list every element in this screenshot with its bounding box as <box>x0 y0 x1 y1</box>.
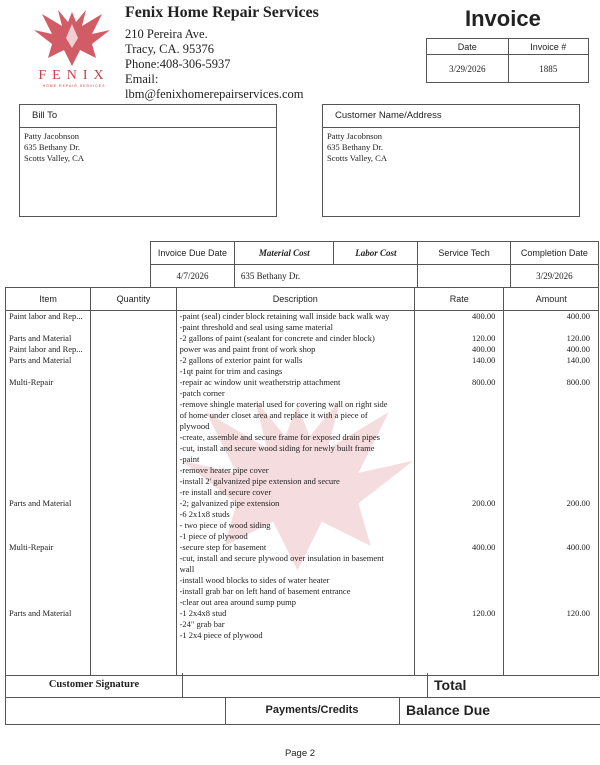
cell-amount <box>504 553 599 564</box>
cell-rate: 400.00 <box>415 344 504 355</box>
table-row <box>6 487 599 498</box>
cell-empty <box>176 641 414 676</box>
cell-desc: plywood <box>176 421 414 432</box>
cell-empty <box>415 641 504 676</box>
cell-rate <box>415 388 504 399</box>
labor-cost-header: Labor Cost <box>334 242 418 265</box>
invoice-number: 1885 <box>508 55 588 83</box>
cell-amount <box>504 564 599 575</box>
cell-desc: -2 gallons of paint (sealant for concrete and cinder block) <box>176 333 414 344</box>
cell-desc: -2 gallons of exterior paint for walls <box>176 355 414 366</box>
line-items-body <box>6 311 599 676</box>
cell-item <box>6 597 91 608</box>
cell-amount: 400.00 <box>504 311 599 323</box>
cell-rate <box>415 432 504 443</box>
cell-item <box>6 531 91 542</box>
total-label: Total <box>434 677 467 693</box>
table-row <box>6 608 599 619</box>
company-address-line2: Tracy, CA. 95376 <box>125 42 215 56</box>
cell-amount <box>504 421 599 432</box>
cell-item: Parts and Material <box>6 333 91 344</box>
cell-qty <box>91 443 176 454</box>
cell-qty <box>91 542 176 553</box>
company-phone: Phone:408-306-5937 <box>125 57 231 71</box>
signature-field[interactable] <box>182 673 428 697</box>
balance-row <box>5 697 600 725</box>
cell-desc: -install 2' galvanized pipe extension and secure <box>176 476 414 487</box>
cell-amount: 800.00 <box>504 377 599 388</box>
cell-amount <box>504 432 599 443</box>
quantity-column-header: Quantity <box>91 288 176 311</box>
cell-qty <box>91 465 176 476</box>
cell-desc: -2; galvanized pipe extension <box>176 498 414 509</box>
cell-qty <box>91 454 176 465</box>
cell-amount: 140.00 <box>504 355 599 366</box>
company-name: Fenix Home Repair Services <box>125 4 319 21</box>
logo-tagline: HOME REPAIR SERVICES <box>42 84 106 88</box>
cell-item <box>6 476 91 487</box>
cell-item <box>6 487 91 498</box>
rate-column-header: Rate <box>415 288 504 311</box>
cell-desc: -paint (seal) cinder block retaining wall inside back walk way <box>176 311 414 323</box>
cell-rate: 400.00 <box>415 542 504 553</box>
cell-item: Multi-Repair <box>6 377 91 388</box>
cell-desc: -create, assemble and secure frame for exposed drain pipes <box>176 432 414 443</box>
item-column-header: Item <box>6 288 91 311</box>
company-logo <box>22 4 122 90</box>
cell-item: Multi-Repair <box>6 542 91 553</box>
description-column-header: Description <box>176 288 414 311</box>
cell-qty <box>91 498 176 509</box>
bill-to-box <box>19 104 277 217</box>
table-row <box>6 619 599 630</box>
invoice-number-header: Invoice # <box>508 39 588 55</box>
cell-item <box>6 399 91 410</box>
table-row <box>6 520 599 531</box>
cell-amount <box>504 465 599 476</box>
cell-rate <box>415 531 504 542</box>
cell-qty <box>91 355 176 366</box>
cell-amount <box>504 586 599 597</box>
cell-amount <box>504 520 599 531</box>
cell-desc: power was and paint front of work shop <box>176 344 414 355</box>
cell-amount <box>504 399 599 410</box>
cell-amount <box>504 443 599 454</box>
cell-item <box>6 322 91 333</box>
cell-item <box>6 553 91 564</box>
cell-desc: -repair ac window unit weatherstrip attachment <box>176 377 414 388</box>
table-row <box>6 586 599 597</box>
cell-rate <box>415 630 504 641</box>
customer-name: Patty Jacobnson <box>327 131 383 141</box>
cell-item: Paint labor and Rep... <box>6 344 91 355</box>
cell-desc: -1 2x4 piece of plywood <box>176 630 414 641</box>
cell-desc: - two piece of wood siding <box>176 520 414 531</box>
cell-item <box>6 575 91 586</box>
cell-qty <box>91 509 176 520</box>
cell-desc: -1 2x4x8 stud <box>176 608 414 619</box>
cell-item: Parts and Material <box>6 608 91 619</box>
cell-rate: 200.00 <box>415 498 504 509</box>
material-cost-value: 635 Bethany Dr. <box>234 265 417 288</box>
cell-qty <box>91 377 176 388</box>
cell-desc: -patch corner <box>176 388 414 399</box>
cell-qty <box>91 619 176 630</box>
cell-rate <box>415 366 504 377</box>
cell-amount <box>504 597 599 608</box>
cell-qty <box>91 564 176 575</box>
company-email: lbm@fenixhomerepairservices.com <box>125 87 304 101</box>
balance-due-label: Balance Due <box>406 702 491 718</box>
cell-amount <box>504 322 599 333</box>
cell-amount <box>504 487 599 498</box>
cell-qty <box>91 366 176 377</box>
total-row <box>5 673 600 698</box>
completion-date-header: Completion Date <box>510 242 598 265</box>
cell-desc: -paint <box>176 454 414 465</box>
bill-to-name: Patty Jacobnson <box>24 131 80 141</box>
customer-street: 635 Bethany Dr. <box>327 142 383 152</box>
due-date-header: Invoice Due Date <box>151 242 235 265</box>
cell-item <box>6 410 91 421</box>
table-row <box>6 476 599 487</box>
cell-desc: -24" grab bar <box>176 619 414 630</box>
table-row <box>6 388 599 399</box>
cell-amount: 400.00 <box>504 542 599 553</box>
table-row <box>6 465 599 476</box>
cell-item: Parts and Material <box>6 355 91 366</box>
cell-qty <box>91 399 176 410</box>
customer-signature-label: Customer Signature <box>6 673 183 697</box>
cell-amount <box>504 509 599 520</box>
cell-amount: 200.00 <box>504 498 599 509</box>
cell-empty <box>504 641 599 676</box>
cell-item <box>6 520 91 531</box>
page-number: Page 2 <box>284 748 316 759</box>
cell-desc: wall <box>176 564 414 575</box>
cell-qty <box>91 487 176 498</box>
cell-rate <box>415 421 504 432</box>
bill-to-city: Scotts Valley, CA <box>24 153 84 163</box>
cell-rate <box>415 454 504 465</box>
cell-rate <box>415 575 504 586</box>
table-row <box>6 531 599 542</box>
cell-rate <box>415 476 504 487</box>
table-row <box>6 509 599 520</box>
cell-desc: -secure step for basement <box>176 542 414 553</box>
cell-qty <box>91 531 176 542</box>
cell-qty <box>91 432 176 443</box>
table-row <box>6 454 599 465</box>
cell-qty <box>91 630 176 641</box>
cell-desc: -6 2x1x8 studs <box>176 509 414 520</box>
cell-amount: 400.00 <box>504 344 599 355</box>
table-row <box>6 597 599 608</box>
cell-amount <box>504 619 599 630</box>
cell-rate <box>415 487 504 498</box>
cell-rate: 120.00 <box>415 608 504 619</box>
cell-rate: 800.00 <box>415 377 504 388</box>
cell-qty <box>91 476 176 487</box>
customer-box <box>322 104 580 217</box>
cell-amount <box>504 388 599 399</box>
cell-rate <box>415 597 504 608</box>
cell-qty <box>91 586 176 597</box>
cell-amount <box>504 630 599 641</box>
cell-rate <box>415 619 504 630</box>
cell-desc: of home under closet area and replace it with a piece of <box>176 410 414 421</box>
cell-rate <box>415 465 504 476</box>
cell-qty <box>91 322 176 333</box>
amount-column-header: Amount <box>504 288 599 311</box>
table-row <box>6 399 599 410</box>
cell-item <box>6 454 91 465</box>
cell-amount <box>504 476 599 487</box>
customer-city: Scotts Valley, CA <box>327 153 387 163</box>
cell-qty <box>91 410 176 421</box>
cell-desc: -re install and secure cover <box>176 487 414 498</box>
invoice-title: Invoice <box>465 6 541 31</box>
service-tech-header: Service Tech <box>418 242 511 265</box>
cell-qty <box>91 333 176 344</box>
bill-to-street: 635 Bethany Dr. <box>24 142 80 152</box>
table-row <box>6 553 599 564</box>
completion-date-value: 3/29/2026 <box>510 265 598 288</box>
payments-spacer <box>6 697 226 724</box>
cell-desc: -1qt paint for trim and casings <box>176 366 414 377</box>
cell-desc: -paint threshold and seal using same material <box>176 322 414 333</box>
cell-empty <box>6 641 91 676</box>
cell-rate: 400.00 <box>415 311 504 323</box>
cell-amount <box>504 454 599 465</box>
table-row <box>6 542 599 553</box>
service-tech-value <box>418 265 511 288</box>
cell-desc: -cut, install and secure wood siding for newly built frame <box>176 443 414 454</box>
cell-desc: -clear out area around sump pump <box>176 597 414 608</box>
cell-item <box>6 421 91 432</box>
cell-rate <box>415 564 504 575</box>
table-row <box>6 498 599 509</box>
cell-amount <box>504 531 599 542</box>
cell-amount <box>504 410 599 421</box>
table-row <box>6 630 599 641</box>
table-row <box>6 377 599 388</box>
logo-wordmark: FENIX <box>38 68 110 83</box>
table-row <box>6 575 599 586</box>
cell-qty <box>91 520 176 531</box>
cell-qty <box>91 344 176 355</box>
cell-rate <box>415 520 504 531</box>
cell-item <box>6 465 91 476</box>
cell-qty <box>91 608 176 619</box>
table-row <box>6 355 599 366</box>
table-row <box>6 322 599 333</box>
cell-item <box>6 586 91 597</box>
cell-qty <box>91 553 176 564</box>
cell-amount: 120.00 <box>504 333 599 344</box>
cell-qty <box>91 311 176 323</box>
table-row <box>6 410 599 421</box>
table-row-spacer <box>6 641 599 676</box>
cell-item: Paint labor and Rep... <box>6 311 91 323</box>
table-row <box>6 564 599 575</box>
cell-item <box>6 509 91 520</box>
company-email-label: Email: <box>125 72 159 86</box>
cell-item <box>6 388 91 399</box>
cell-empty <box>91 641 176 676</box>
cell-qty <box>91 421 176 432</box>
table-row <box>6 333 599 344</box>
payments-credits-label: Payments/Credits <box>225 697 400 724</box>
cell-item <box>6 630 91 641</box>
due-date-value: 4/7/2026 <box>151 265 235 288</box>
table-row <box>6 344 599 355</box>
cell-qty <box>91 388 176 399</box>
table-row <box>6 443 599 454</box>
cell-rate <box>415 553 504 564</box>
table-row <box>6 366 599 377</box>
line-items-table <box>5 287 599 676</box>
invoice-date: 3/29/2026 <box>427 55 509 83</box>
invoice-meta-table <box>426 38 589 83</box>
cell-desc: -install grab bar on left hand of basement entrance <box>176 586 414 597</box>
cell-rate <box>415 410 504 421</box>
cell-rate <box>415 443 504 454</box>
cell-rate <box>415 322 504 333</box>
cell-item <box>6 432 91 443</box>
cell-rate <box>415 586 504 597</box>
cell-item <box>6 366 91 377</box>
cell-desc: -remove shingle material used for covering wall on right side <box>176 399 414 410</box>
cell-desc: -1 piece of plywood <box>176 531 414 542</box>
table-row <box>6 311 599 323</box>
customer-label: Customer Name/Address <box>323 105 579 128</box>
cell-amount: 120.00 <box>504 608 599 619</box>
cell-amount <box>504 366 599 377</box>
cell-qty <box>91 575 176 586</box>
cell-qty <box>91 597 176 608</box>
cell-rate <box>415 399 504 410</box>
table-row <box>6 432 599 443</box>
cell-rate <box>415 509 504 520</box>
cell-item <box>6 619 91 630</box>
cell-item: Parts and Material <box>6 498 91 509</box>
cell-desc: -cut, install and secure plywood over insulation in basement <box>176 553 414 564</box>
cell-amount <box>504 575 599 586</box>
cell-desc: -install wood blocks to sides of water heater <box>176 575 414 586</box>
material-cost-header: Material Cost <box>234 242 334 265</box>
cell-item <box>6 443 91 454</box>
company-address-line1: 210 Pereira Ave. <box>125 27 208 41</box>
invoice-details-table <box>150 241 599 288</box>
cell-rate: 140.00 <box>415 355 504 366</box>
bill-to-label: Bill To <box>20 105 276 128</box>
cell-rate: 120.00 <box>415 333 504 344</box>
date-header: Date <box>427 39 509 55</box>
cell-desc: -remove heater pipe cover <box>176 465 414 476</box>
table-row <box>6 421 599 432</box>
cell-item <box>6 564 91 575</box>
